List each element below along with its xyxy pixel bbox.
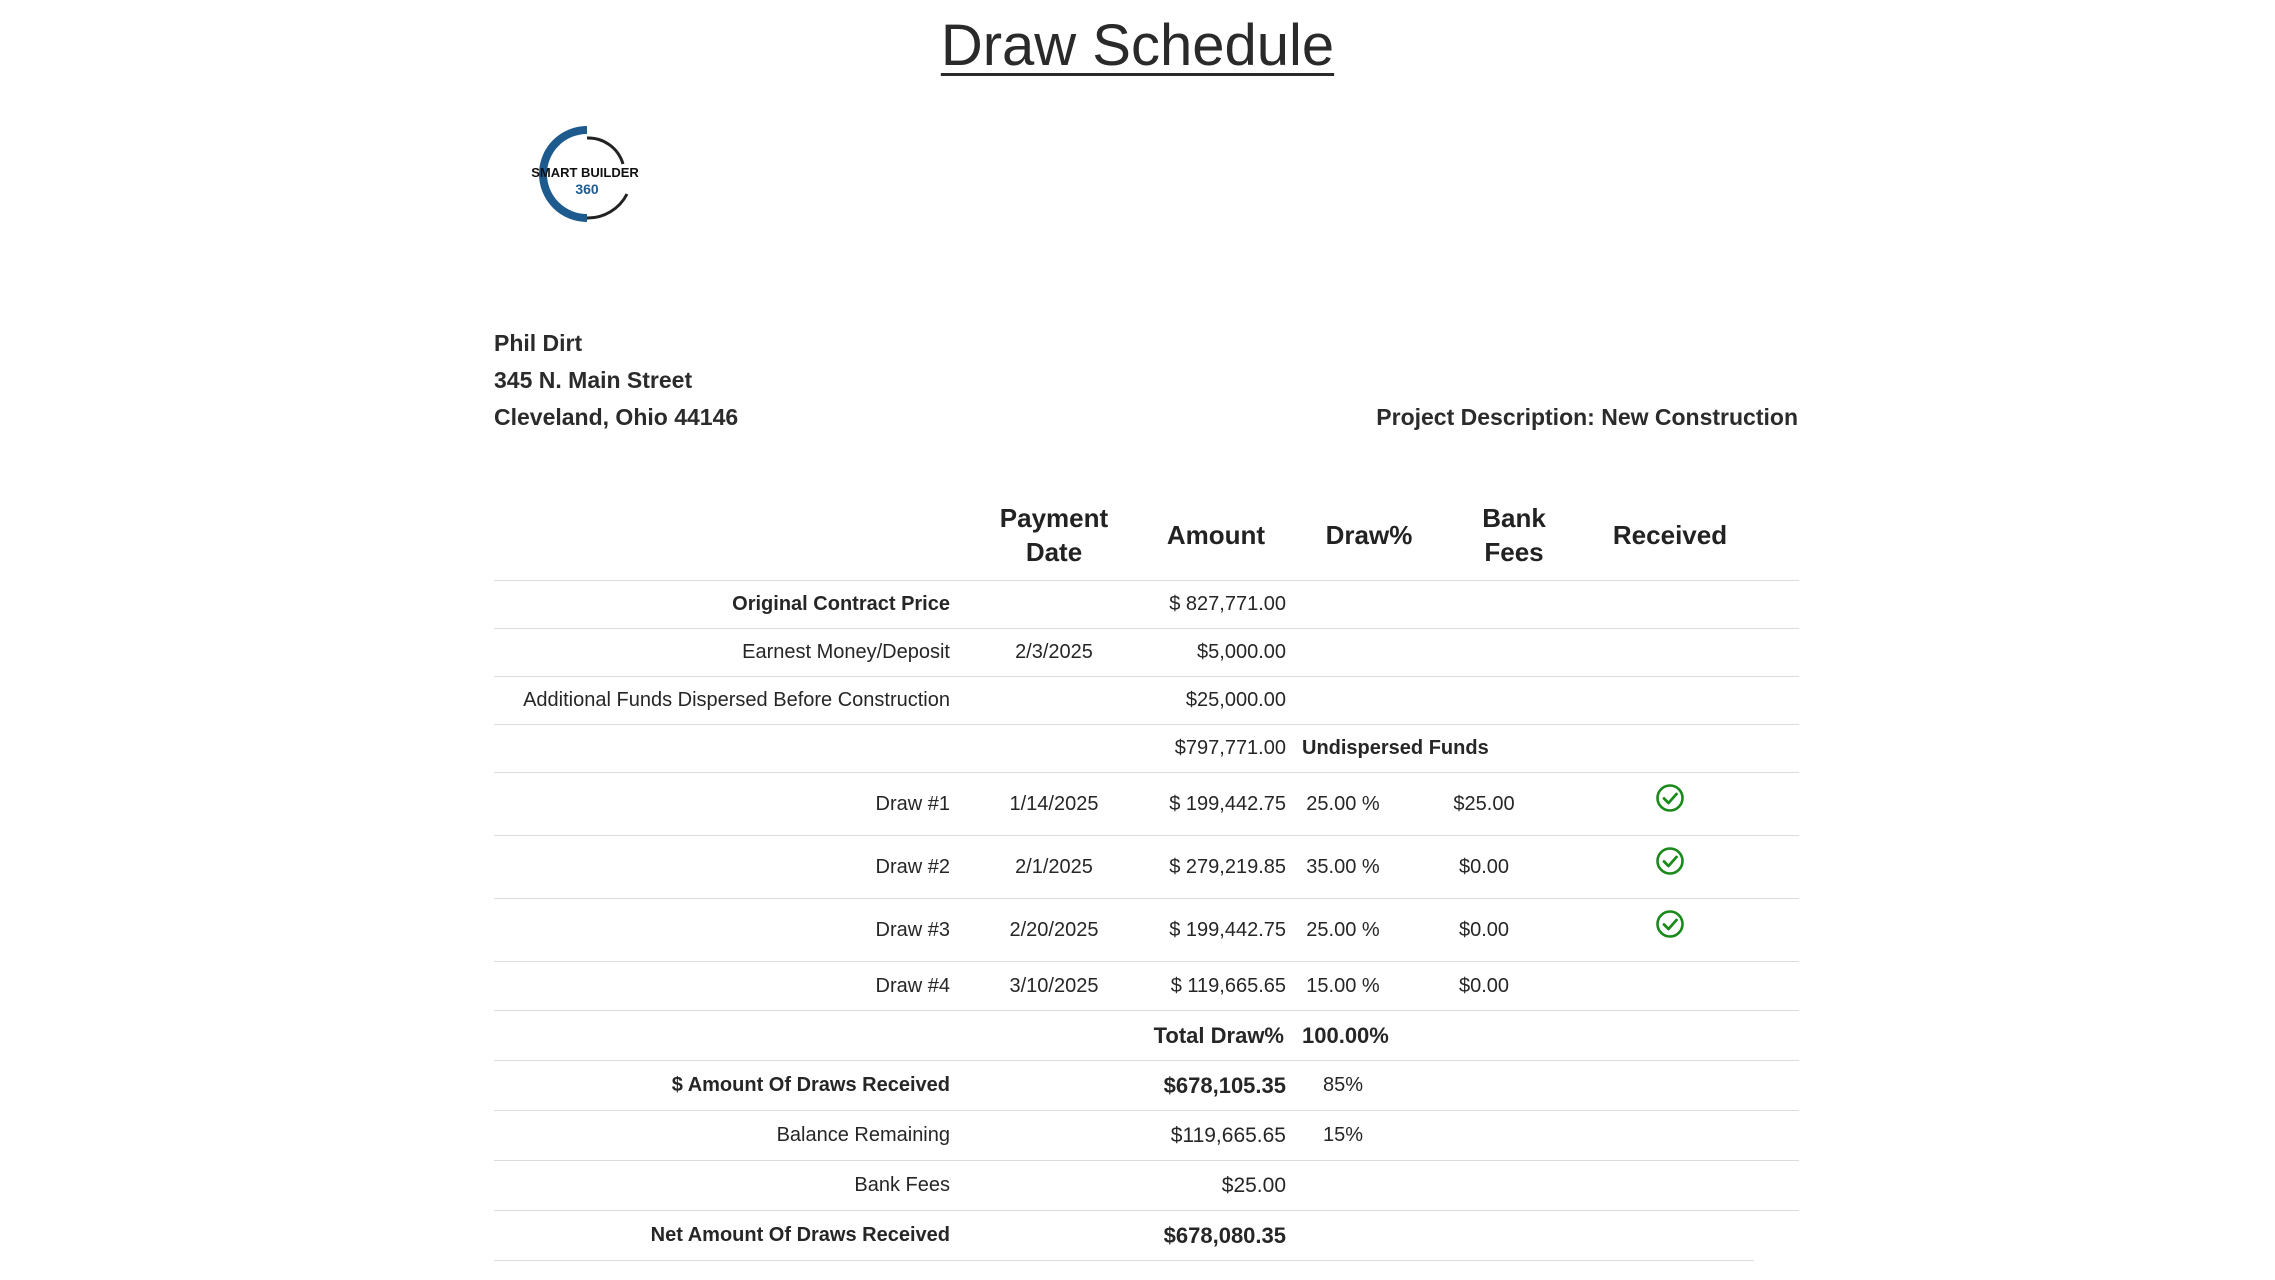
draw-bank-fee: $0.00: [1458, 974, 1510, 997]
row-pct: 85%: [1322, 1074, 1364, 1096]
draw-date: 3/10/2025: [1009, 974, 1099, 997]
row-label: Balance Remaining: [776, 1124, 950, 1146]
table-row: [494, 1061, 1799, 1111]
logo-text: SMART BUILDER: [531, 165, 639, 180]
draw-amount: $ 199,442.75: [1169, 918, 1286, 941]
draw-rows: [494, 773, 1799, 1011]
row-label: Bank Fees: [854, 1174, 950, 1196]
row-label: $ Amount Of Draws Received: [671, 1074, 950, 1096]
draw-pct: 35.00 %: [1306, 855, 1380, 878]
row-amount: $119,665.65: [1170, 1123, 1286, 1147]
draw-label: Draw #4: [875, 974, 950, 997]
check-circle-icon: [1655, 846, 1685, 876]
table-row: [494, 725, 1799, 773]
row-label: Net Amount Of Draws Received: [650, 1224, 950, 1246]
draw-bank-fee: $0.00: [1458, 918, 1510, 941]
draw-pct: 25.00 %: [1306, 792, 1380, 815]
row-amount: $678,105.35: [1163, 1072, 1286, 1098]
draw-pct: 15.00 %: [1306, 974, 1380, 997]
table-row: [494, 1161, 1799, 1211]
project-description: Project Description: New Construction: [1376, 404, 1798, 430]
row-amount: $678,080.35: [1163, 1222, 1286, 1248]
draw-amount: $ 279,219.85: [1169, 855, 1286, 878]
total-draw-value: 100.00%: [1302, 1022, 1389, 1048]
undispersed-funds-label: Undispersed Funds: [1302, 737, 1489, 759]
draw-pct: 25.00 %: [1306, 918, 1380, 941]
page-title: Draw Schedule: [940, 13, 1335, 78]
table-row: [494, 629, 1799, 677]
row-amount: $ 827,771.00: [1169, 593, 1286, 615]
draw-row: [494, 773, 1799, 836]
smart-builder-logo: [527, 124, 647, 224]
table-row: [494, 677, 1799, 725]
draw-amount: $ 119,665.65: [1170, 974, 1286, 997]
bottom-divider: [494, 1260, 1754, 1261]
draw-label: Draw #2: [875, 855, 950, 878]
check-circle-icon: [1655, 783, 1685, 813]
draw-row: [494, 899, 1799, 962]
draw-date: 2/20/2025: [1009, 918, 1099, 941]
draw-received: [1594, 773, 1746, 835]
client-name: Phil Dirt: [494, 330, 583, 356]
draw-label: Draw #3: [875, 918, 950, 941]
draw-row: [494, 836, 1799, 899]
table-row: [494, 1011, 1799, 1061]
row-pct: 15%: [1322, 1124, 1364, 1146]
client-city: Cleveland, Ohio 44146: [494, 404, 739, 430]
draw-schedule-table: [494, 490, 1799, 1260]
draw-amount: $ 199,442.75: [1169, 792, 1286, 815]
row-amount: $5,000.00: [1197, 641, 1286, 663]
logo-number: 360: [575, 181, 599, 197]
row-amount: $25.00: [1221, 1173, 1286, 1197]
draw-received: [1594, 836, 1746, 898]
row-amount: $797,771.00: [1174, 737, 1286, 759]
row-amount: $25,000.00: [1185, 689, 1286, 711]
row-date: 2/3/2025: [1015, 641, 1093, 663]
total-draw-label: Total Draw%: [1153, 1022, 1284, 1048]
row-label: Additional Funds Dispersed Before Construction: [523, 689, 950, 711]
header-draw-pct: Draw%: [1325, 520, 1413, 550]
draw-bank-fee: $25.00: [1453, 792, 1515, 815]
draw-row: [494, 962, 1799, 1011]
table-row: [494, 581, 1799, 629]
header-payment-date: Payment Date: [999, 503, 1109, 567]
header-amount: Amount: [1166, 520, 1266, 550]
check-circle-icon: [1655, 909, 1685, 939]
draw-received: [1594, 962, 1746, 1010]
client-street: 345 N. Main Street: [494, 367, 693, 393]
table-row: [494, 1111, 1799, 1161]
draw-date: 2/1/2025: [1015, 855, 1093, 878]
row-label: Earnest Money/Deposit: [742, 641, 950, 663]
draw-date: 1/14/2025: [1009, 792, 1099, 815]
row-label: Original Contract Price: [732, 593, 950, 615]
table-header: [494, 490, 1799, 581]
table-row: [494, 1211, 1799, 1260]
draw-received: [1594, 899, 1746, 961]
draw-label: Draw #1: [875, 792, 950, 815]
header-received: Received: [1612, 520, 1728, 550]
header-bank-fees: Bank Fees: [1482, 503, 1546, 567]
draw-bank-fee: $0.00: [1458, 855, 1510, 878]
